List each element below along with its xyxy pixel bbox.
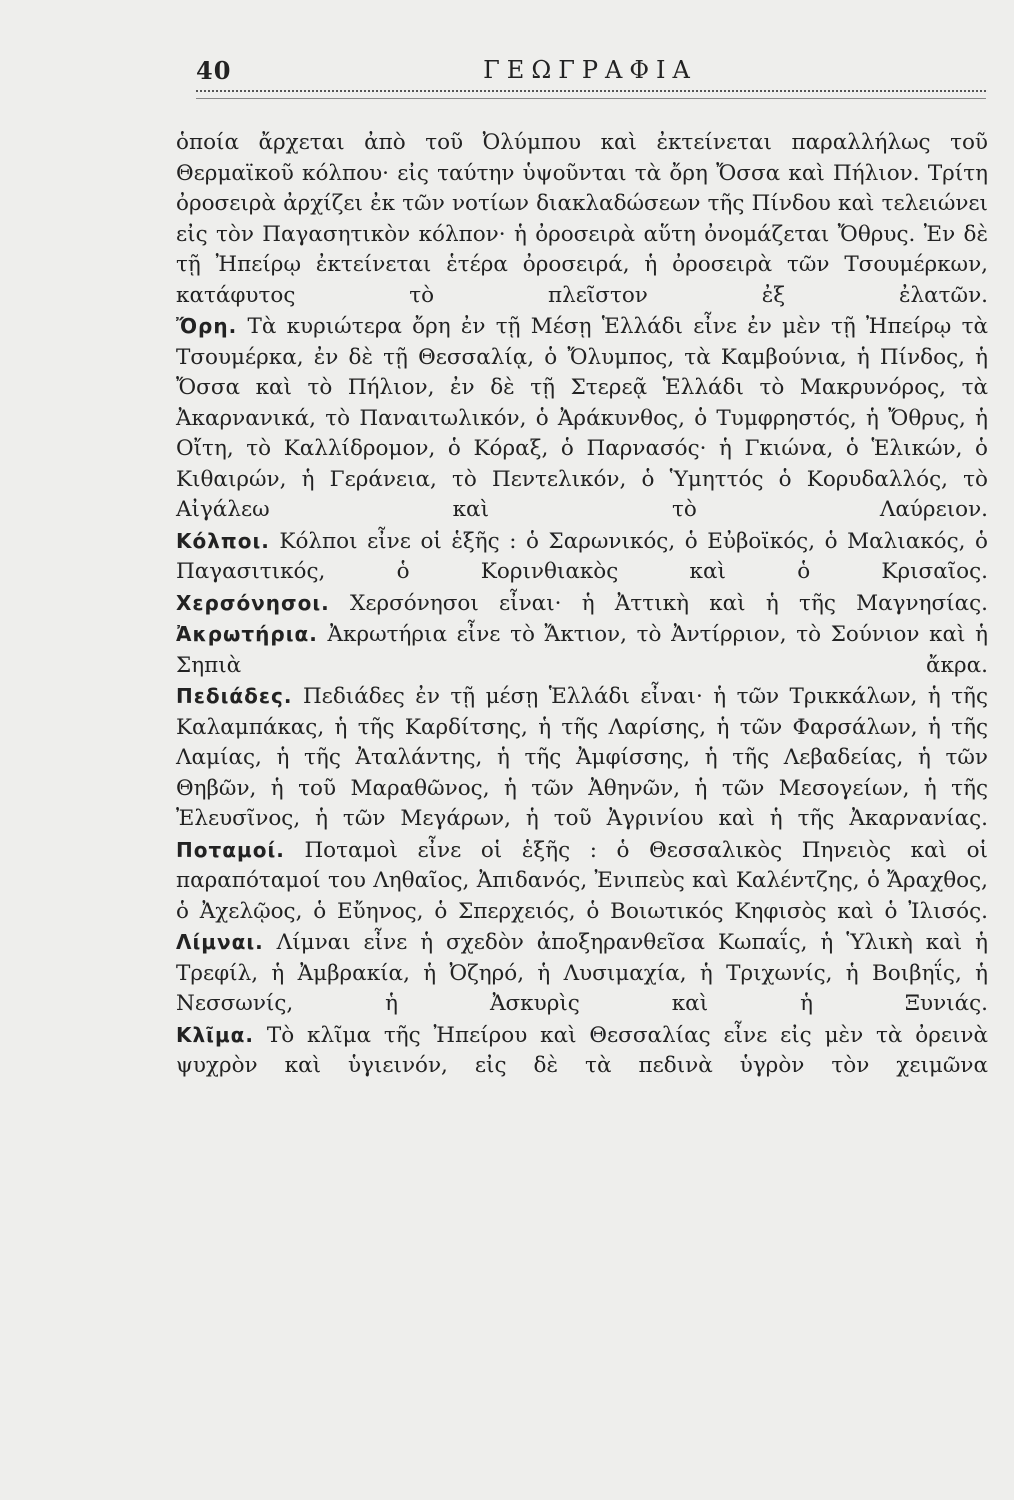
paragraph-limnai: [176, 927, 988, 1020]
paragraph-text: Λίμναι εἶνε ἡ σχεδὸν ἀποξηρανθεῖσα Κωπαΐς, ἡ Ὑλικὴ καὶ ἡ Τρεφίλ, ἡ Ἀμβρακία, ἡ Ὀζηρό, ἡ Λυσιμαχία, ἡ Τριχωνίς, ἡ Βοιβηΐς, ἡ Νεσσωνίς, ἡ Ἀσκυρὶς καὶ ἡ Ξυνιάς.: [176, 930, 988, 1016]
paragraph-pediades: [176, 681, 988, 835]
section-heading: Ἀκρωτήρια.: [176, 622, 318, 646]
page-header: [196, 56, 984, 90]
running-title: ΓΕΩΓΡΑΦΙΑ: [483, 56, 697, 84]
header-rule: [196, 90, 986, 99]
paragraph-text: Πεδιάδες ἐν τῇ μέσῃ Ἑλλάδι εἶναι· ἡ τῶν Τρικκάλων, ἡ τῆς Καλαμπάκας, ἡ τῆς Καρδίτσης, ἡ τῆς Λαρίσης, ἡ τῶν Φαρσάλων, ἡ τῆς Λαμίας, ἡ τῆς Ἀταλάντης, ἡ τῆς Ἀμφίσσης, ἡ τῆς Λεβαδείας, ἡ τῶν Θηβῶν, ἡ τοῦ Μαραθῶνος, ἡ τῶν Ἀθηνῶν, ἡ τῶν Μεσογείων, ἡ τῆς Ἐλευσῖνος, ἡ τῶν Μεγάρων, ἡ τοῦ Ἀγρινίου καὶ ἡ τῆς Ἀκαρνανίας.: [176, 684, 988, 831]
section-heading: Χερσόνησοι.: [176, 590, 330, 615]
section-heading: Ποταμοί.: [176, 837, 285, 862]
paragraph-text: Ποταμοὶ εἶνε οἱ ἑξῆς : ὁ Θεσσαλικὸς Πηνειὸς καὶ οἱ παραπόταμοί του Ληθαῖος, Ἀπιδανός, Ἐνιπεὺς καὶ Καλέντζης, ὁ Ἄραχθος, ὁ Ἀχελῷος, ὁ Εὔηνος, ὁ Σπερχειός, ὁ Βοιωτικός Κηφισὸς καὶ ὁ Ἰλισός.: [176, 837, 988, 924]
paragraph-klima: [176, 1020, 988, 1082]
paragraph-text: Τὸ κλῖμα τῆς Ἠπείρου καὶ Θεσσαλίας εἶνε εἰς μὲν τὰ ὀρεινὰ ψυχρὸν καὶ ὑγιεινόν, εἰς δὲ τὰ πεδινὰ ὑγρὸν τὸν χειμῶνα: [176, 1022, 989, 1078]
paragraph-text: ὁποία ἄρχεται ἀπὸ τοῦ Ὀλύμπου καὶ ἐκτείνεται παραλλήλως τοῦ Θερμαϊκοῦ κόλπου· εἰς ταύτην ὑψοῦνται τὰ ὄρη Ὄσσα καὶ Πήλιον. Τρίτη ὀροσειρὰ ἀρχίζει ἐκ τῶν νοτίων διακλαδώσεων τῆς Πίνδου καὶ τελειώνει εἰς τὸν Παγασητικὸν κόλπον· ἡ ὀροσειρὰ αὕτη ὀνομάζεται Ὄθρυς. Ἐν δὲ τῇ Ἠπείρῳ ἐκτείνεται ἑτέρα ὀροσειρά, ἡ ὀροσειρὰ τῶν Τσουμέρκων, κατάφυτος τὸ πλεῖστον ἐξ ἐλατῶν.: [176, 130, 988, 308]
section-heading: Λίμναι.: [176, 930, 264, 954]
paragraph-potamoi: [176, 835, 988, 928]
paragraph-continuation: [176, 128, 988, 311]
section-heading: Ὄρη.: [176, 314, 238, 338]
body-text: [176, 128, 988, 1082]
section-heading: Κόλποι.: [176, 528, 270, 553]
section-heading: Πεδιάδες.: [176, 684, 293, 708]
section-heading: Κλῖμα.: [176, 1022, 255, 1047]
paragraph-ori: [176, 311, 988, 526]
paragraph-text: Χερσόνησοι εἶναι· ἡ Ἀττικὴ καὶ ἡ τῆς Μαγνησίας.: [350, 590, 988, 616]
paragraph-chersonisoi: [176, 588, 988, 620]
paragraph-akrotiria: [176, 619, 988, 681]
paragraph-text: Κόλποι εἶνε οἱ ἑξῆς : ὁ Σαρωνικός, ὁ Εὐβοϊκός, ὁ Μαλιακός, ὁ Παγασιτικός, ὁ Κορινθιακὸς καὶ ὁ Κρισαῖος.: [176, 528, 988, 584]
paragraph-text: Ἀκρωτήρια εἶνε τὸ Ἄκτιον, τὸ Ἀντίρριον, τὸ Σούνιον καὶ ἡ Σηπιὰ ἄκρα.: [176, 622, 988, 678]
paragraph-kolpoi: [176, 526, 988, 588]
paragraph-text: Τὰ κυριώτερα ὄρη ἐν τῇ Μέσῃ Ἑλλάδι εἶνε ἐν μὲν τῇ Ἠπείρῳ τὰ Τσουμέρκα, ἐν δὲ τῇ Θεσσαλίᾳ, ὁ Ὄλυμπος, τὰ Καμβούνια, ἡ Πίνδος, ἡ Ὄσσα καὶ τὸ Πήλιον, ἐν δὲ τῇ Στερεᾷ Ἑλλάδι τὸ Μακρυνόρος, τὰ Ἀκαρνανικά, τὸ Παναιτωλικόν, ὁ Ἀράκυνθος, ὁ Τυμφρηστός, ἡ Ὄθρυς, ἡ Οἴτη, τὸ Καλλίδρομον, ὁ Κόραξ, ὁ Παρνασός· ἡ Γκιώνα, ὁ Ἑλικών, ὁ Κιθαιρών, ἡ Γεράνεια, τὸ Πεντελικόν, ὁ Ὑμηττός ὁ Κορυδαλλός, τὸ Αἰγάλεω καὶ τὸ Λαύρειον.: [176, 314, 988, 522]
page-number: 40: [196, 56, 232, 85]
